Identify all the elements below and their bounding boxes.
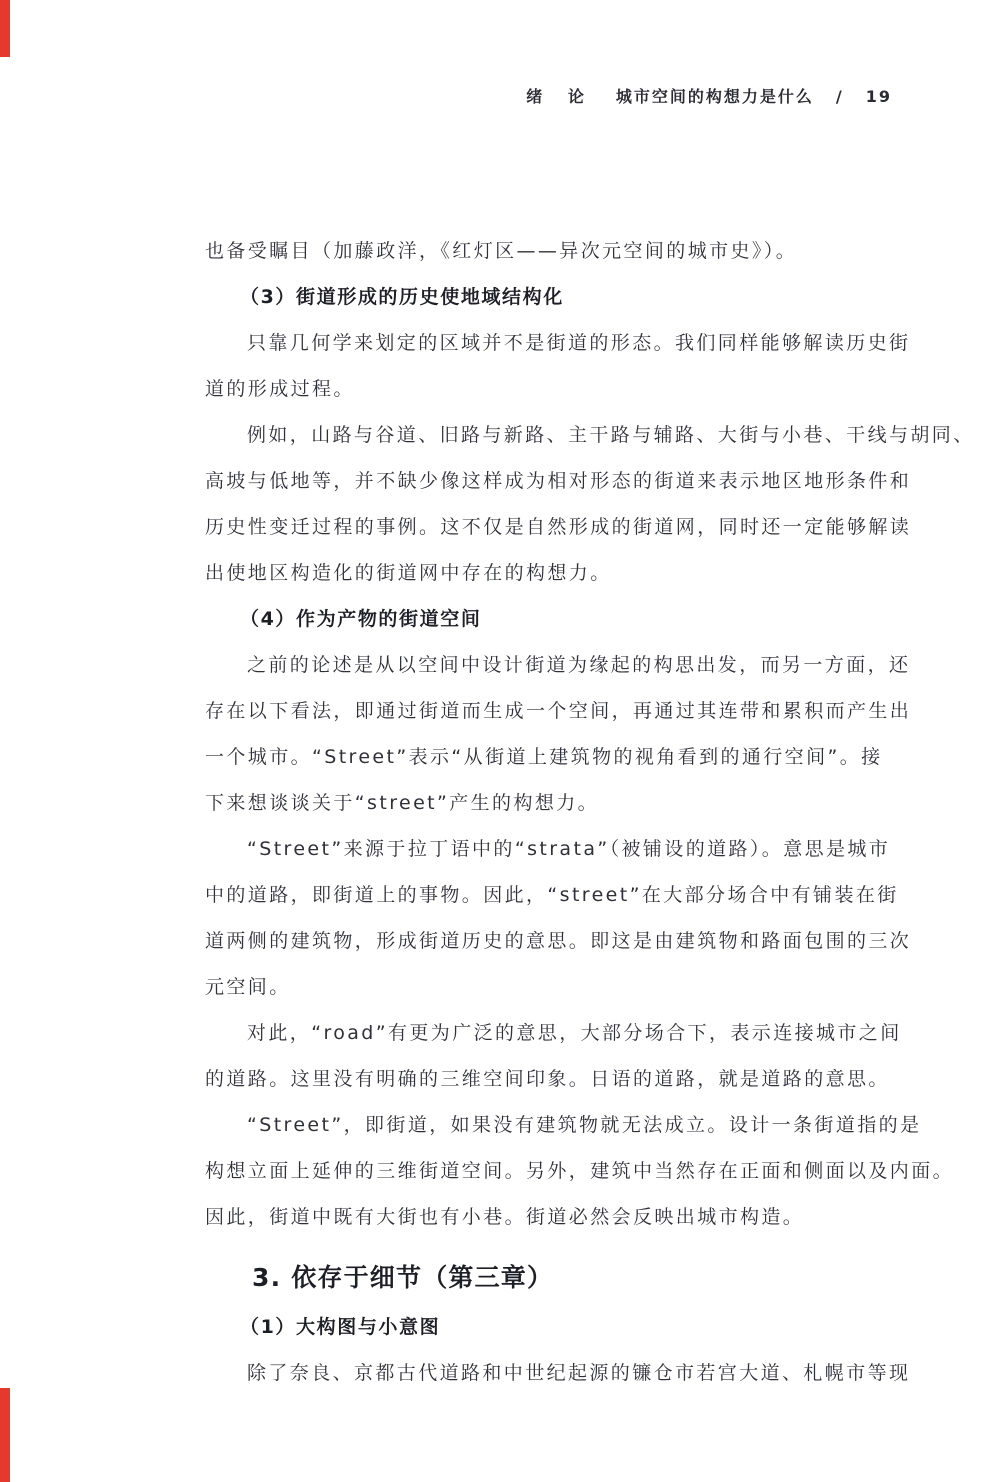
- text-line: 元空间。: [205, 976, 291, 998]
- text-line: “Street”，即街道，如果没有建筑物就无法成立。设计一条街道指的是: [247, 1114, 922, 1136]
- text-line: 道的形成过程。: [205, 378, 355, 400]
- section-heading: 3. 依存于细节（第三章）: [252, 1263, 554, 1292]
- page-edge-marker-bottom: [0, 1388, 10, 1482]
- header-book-title: 城市空间的构想力是什么: [615, 87, 814, 106]
- page-content: [205, 228, 975, 1396]
- text-line: 道两侧的建筑物，形成街道历史的意思。即这是由建筑物和路面包围的三次: [205, 930, 912, 952]
- running-header: [526, 84, 892, 107]
- text-line: 出使地区构造化的街道网中存在的构想力。: [205, 562, 612, 584]
- text-line: 除了奈良、京都古代道路和中世纪起源的镰仓市若宫大道、札幌市等现: [247, 1362, 911, 1384]
- page-edge-marker-top: [0, 0, 10, 57]
- text-line: 对此，“road”有更为广泛的意思，大部分场合下，表示连接城市之间: [247, 1022, 902, 1044]
- text-line: 存在以下看法，即通过街道而生成一个空间，再通过其连带和累积而产生出: [205, 700, 912, 722]
- text-line: 构想立面上延伸的三维街道空间。另外，建筑中当然存在正面和侧面以及内面。: [205, 1160, 955, 1182]
- subsection-heading: （4）作为产物的街道空间: [240, 608, 482, 630]
- subsection-heading: （3）街道形成的历史使地域结构化: [240, 286, 564, 308]
- text-line: 的道路。这里没有明确的三维空间印象。日语的道路，就是道路的意思。: [205, 1068, 890, 1090]
- header-page-number: 19: [865, 87, 892, 106]
- text-line: 只靠几何学来划定的区域并不是街道的形态。我们同样能够解读历史街: [247, 332, 911, 354]
- text-line: 例如，山路与谷道、旧路与新路、主干路与辅路、大街与小巷、干线与胡同、: [247, 424, 975, 446]
- subsection-heading: （1）大构图与小意图: [240, 1316, 441, 1338]
- text-line: 历史性变迁过程的事例。这不仅是自然形成的街道网，同时还一定能够解读: [205, 516, 912, 538]
- text-line: 中的道路，即街道上的事物。因此，“street”在大部分场合中有铺装在街: [205, 884, 899, 906]
- text-line: 下来想谈谈关于“street”产生的构想力。: [205, 792, 600, 814]
- text-line: 之前的论述是从以空间中设计街道为缘起的构思出发，而另一方面，还: [247, 654, 911, 676]
- header-chapter-label: 绪 论: [526, 87, 594, 106]
- text-line: 因此，街道中既有大街也有小巷。街道必然会反映出城市构造。: [205, 1206, 805, 1228]
- text-line: “Street”来源于拉丁语中的“strata”（被铺设的道路）。意思是城市: [247, 838, 891, 860]
- text-line: 也备受瞩目（加藤政洋，《红灯区——异次元空间的城市史》）。: [205, 240, 798, 262]
- header-separator: /: [835, 87, 844, 106]
- text-line: 一个城市。“Street”表示“从街道上建筑物的视角看到的通行空间”。接: [205, 746, 883, 768]
- text-line: 高坡与低地等，并不缺少像这样成为相对形态的街道来表示地区地形条件和: [205, 470, 912, 492]
